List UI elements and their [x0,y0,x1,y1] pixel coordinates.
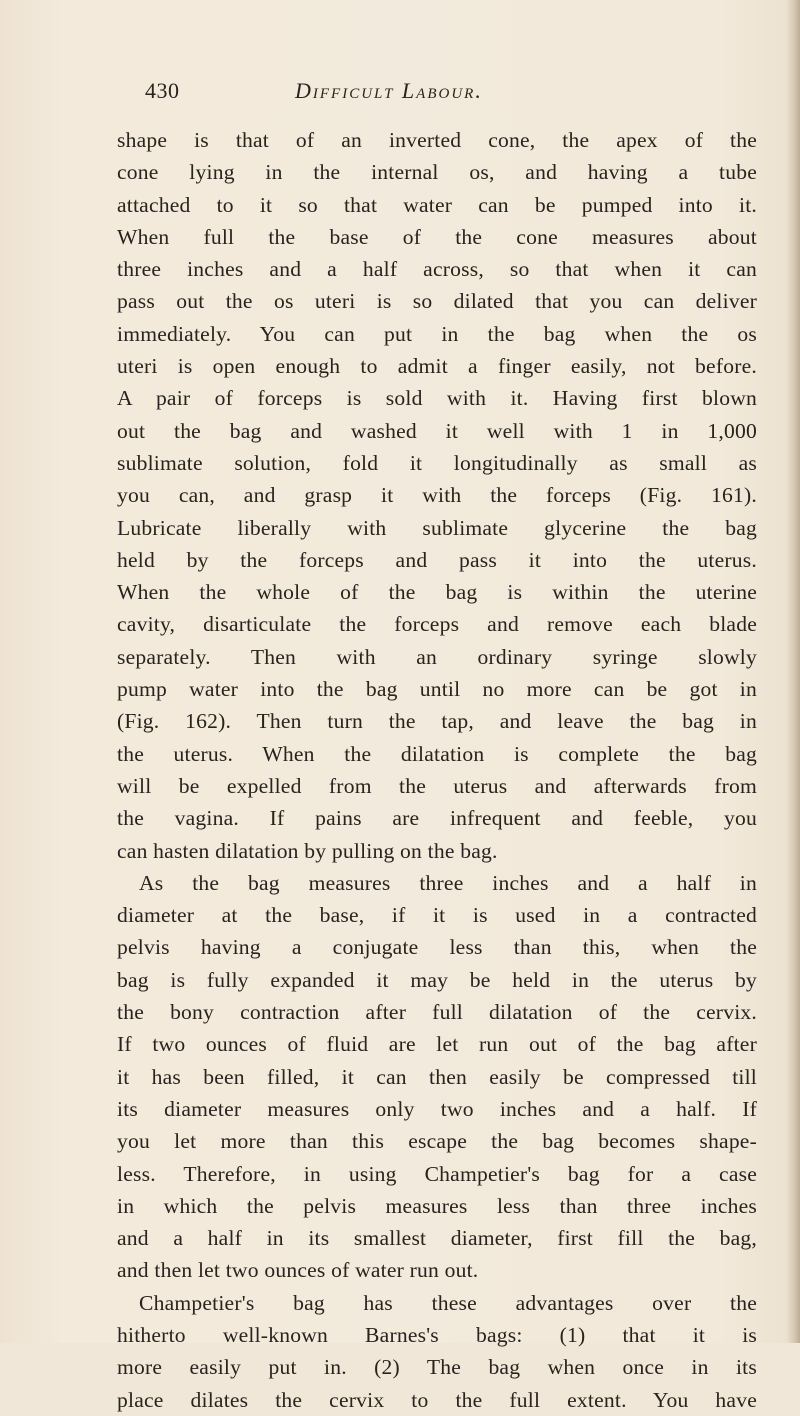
text-line: uteri is open enough to admit a finger easily, not before. [117,354,757,379]
text-line: pump water into the bag until no more can be got in [117,677,757,702]
text-line: three inches and a half across, so that when it can [117,257,757,282]
text-line: (Fig. 162). Then turn the tap, and leave the bag in [117,709,757,734]
text-line: pelvis having a conjugate less than this, when the [117,935,757,960]
text-line: A pair of forceps is sold with it. Having first blown [117,386,757,411]
text-line: shape is that of an inverted cone, the apex of the [117,128,757,152]
text-line: place dilates the cervix to the full extent. You have [117,1387,757,1412]
text-line: immediately. You can put in the bag when the os [117,321,757,346]
text-line: the vagina. If pains are infrequent and feeble, you [117,806,757,831]
text-line: its diameter measures only two inches and a half. If [117,1096,757,1121]
text-line: hitherto well-known Barnes's bags: (1) that it is [117,1322,757,1347]
text-line: sublimate solution, fold it longitudinally as small as [117,450,757,475]
text-line: can hasten dilatation by pulling on the bag. [117,838,498,863]
text-line: and then let two ounces of water run out. [117,1258,479,1283]
text-line: If two ounces of fluid are let run out of the bag after [117,1032,757,1057]
text-line: more easily put in. (2) The bag when once in its [117,1355,757,1380]
page-edge-shadow [786,0,800,1343]
text-line: bag is fully expanded it may be held in the uterus by [117,967,757,992]
text-line: diameter at the base, if it is used in a contracted [117,903,757,928]
text-line: cavity, disarticulate the forceps and remove each blade [117,612,757,637]
text-line: As the bag measures three inches and a half in [139,870,757,895]
text-line: and a half in its smallest diameter, first fill the bag, [117,1226,757,1251]
text-line: When the whole of the bag is within the uterine [117,580,757,605]
text-line: separately. Then with an ordinary syringe slowly [117,644,757,669]
text-line: it has been filled, it can then easily be compressed till [117,1064,757,1089]
text-line: in which the pelvis measures less than three inches [117,1193,757,1218]
page-header [145,78,745,112]
text-line: pass out the os uteri is so dilated that you can deliver [117,289,757,314]
text-line: Lubricate liberally with sublimate glycerine the bag [117,515,757,540]
text-line: the uterus. When the dilatation is complete the bag [117,741,757,766]
text-line: When full the base of the cone measures about [117,224,757,249]
text-line: cone lying in the internal os, and having a tube [117,160,757,185]
text-line: out the bag and washed it well with 1 in 1,000 [117,418,757,443]
text-line: less. Therefore, in using Champetier's bag for a case [117,1161,757,1186]
running-title: Difficult Labour. [295,78,483,103]
page-number: 430 [145,78,180,103]
text-line: you can, and grasp it with the forceps (Fig. 161). [117,483,757,508]
body-text [117,124,757,1416]
text-line: attached to it so that water can be pumped into it. [117,192,757,217]
text-line: the bony contraction after full dilatation of the cervix. [117,1000,757,1025]
text-line: Champetier's bag has these advantages over the [139,1290,757,1315]
text-line: held by the forceps and pass it into the uterus. [117,547,757,572]
text-line: will be expelled from the uterus and afterwards from [117,773,757,798]
text-line: you let more than this escape the bag becomes shape- [117,1129,757,1154]
